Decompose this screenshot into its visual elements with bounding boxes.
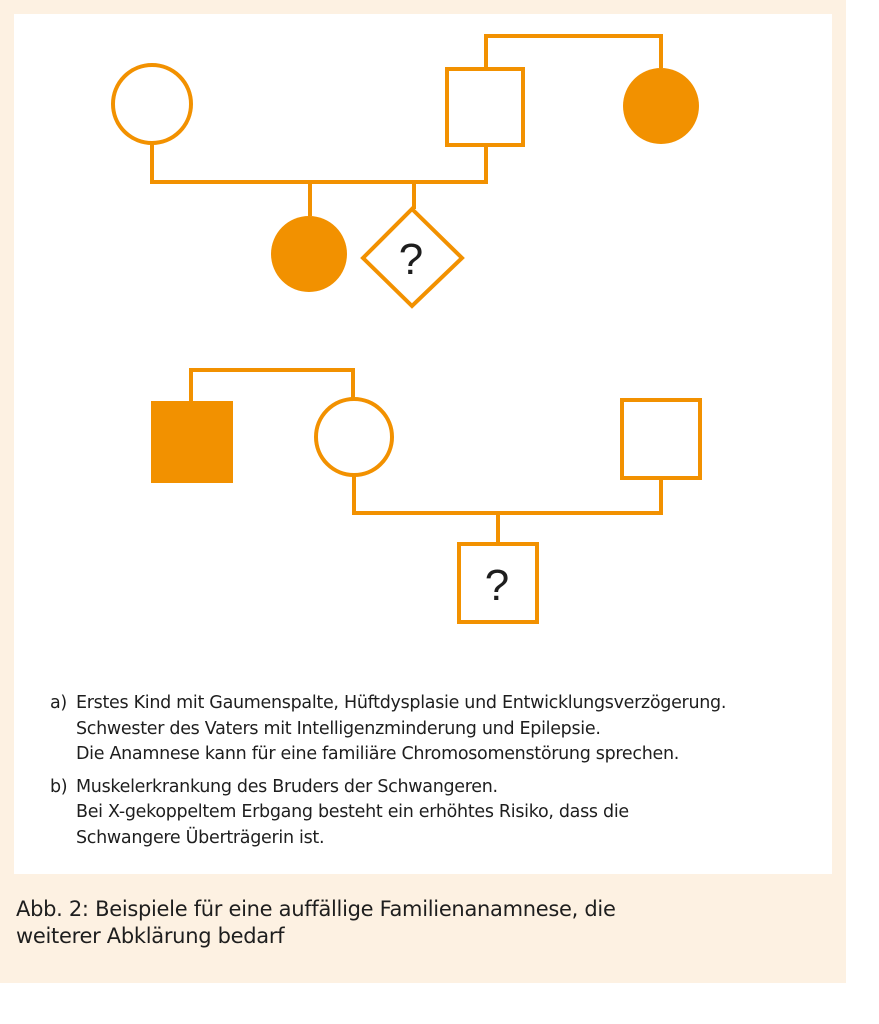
figure-caption: [16, 896, 716, 950]
note-b: [50, 775, 830, 852]
note-b-label: b): [50, 776, 68, 797]
pedigree-b-brother: [151, 401, 233, 483]
pedigree-diagram: [14, 14, 832, 674]
pedigree-a-lines: [152, 36, 661, 216]
pedigree-b-lines: [191, 370, 661, 543]
caption-line-1: Abb. 2: Beispiele für eine auffällige Familienanamnese, die: [16, 897, 616, 921]
pedigree-a-father: [447, 69, 523, 145]
note-a-line-1: Erstes Kind mit Gaumenspalte, Hüftdysplasie und Entwicklungsverzögerung.: [76, 693, 727, 713]
pedigree-b-sibship-line: [191, 370, 353, 401]
note-b-line-1: Muskelerkrankung des Bruders der Schwangeren.: [76, 776, 498, 797]
note-b-line-3: Schwangere Überträgerin ist.: [76, 827, 325, 848]
note-a: [50, 691, 830, 768]
pedigree-a-unknown-symbol: ?: [398, 235, 424, 284]
note-a-line-2: Schwester des Vaters mit Intelligenzminderung und Epilepsie.: [76, 718, 601, 739]
explanation-notes: [50, 691, 830, 858]
note-a-label: a): [50, 693, 67, 713]
pedigree-b-partner: [622, 400, 700, 478]
pedigree-a-mating-line: [152, 143, 486, 182]
pedigree-a-mother: [113, 65, 191, 143]
figure-panel: [14, 14, 832, 874]
note-a-line-3: Die Anamnese kann für eine familiäre Chromosomenstörung sprechen.: [76, 744, 680, 764]
pedigree-a-sibship-line: [486, 36, 661, 68]
caption-line-2: weiterer Abklärung bedarf: [16, 924, 285, 948]
pedigree-b-mating-line: [354, 476, 661, 513]
note-b-line-2: Bei X-gekoppeltem Erbgang besteht ein erhöhtes Risiko, dass die: [76, 802, 629, 822]
pedigree-a-first-child: [271, 216, 347, 292]
pedigree-a-father-sister: [623, 68, 699, 144]
pedigree-b-unknown-symbol: ?: [484, 561, 510, 610]
pedigree-b-pregnant-woman: [316, 399, 392, 475]
